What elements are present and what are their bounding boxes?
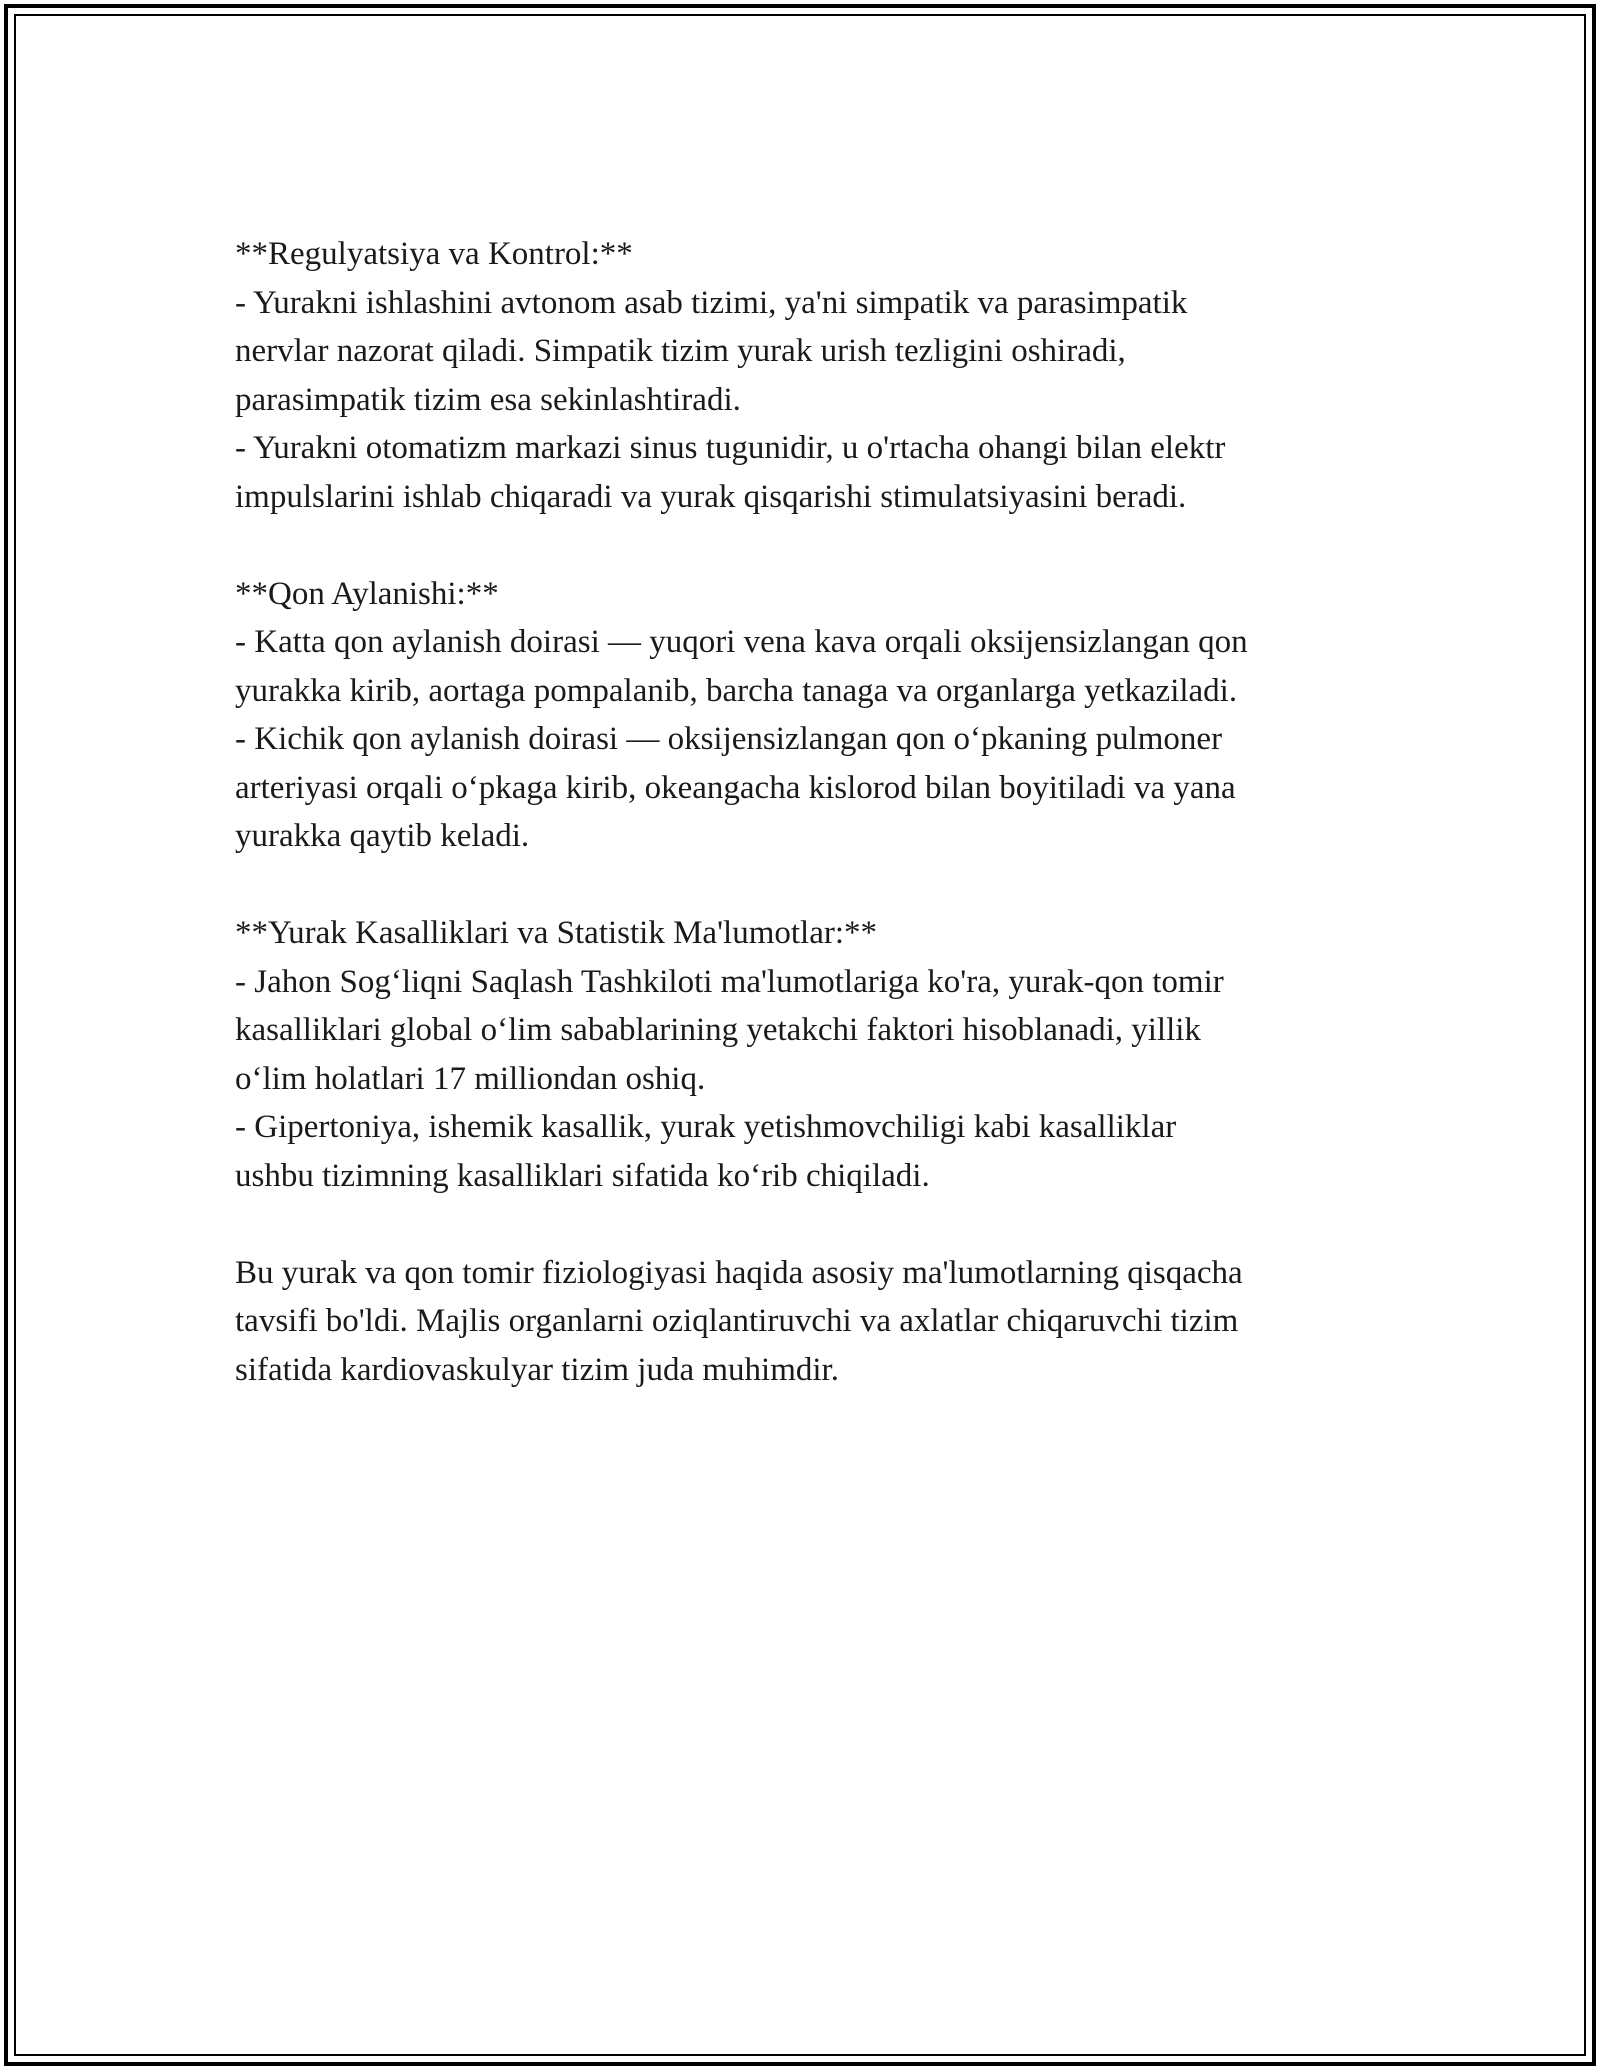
paragraph-line: - Katta qon aylanish doirasi — yuqori vena kava orqali oksijensizlangan qon bbox=[235, 624, 1248, 660]
paragraph-line: arteriyasi orqali o‘pkaga kirib, okeangacha kislorod bilan boyitiladi va yana bbox=[235, 769, 1236, 806]
paragraph-line: parasimpatik tizim esa sekinlashtiradi. bbox=[235, 381, 741, 418]
paragraph-line: ushbu tizimning kasalliklari sifatida ko‘rib chiqiladi. bbox=[235, 1157, 930, 1194]
paragraph-line: - Yurakni otomatizm markazi sinus tugunidir, u o'rtacha ohangi bilan elektr bbox=[235, 430, 1226, 466]
section-regulation bbox=[235, 230, 1395, 521]
section-heading: **Regulyatsiya va Kontrol:** bbox=[235, 236, 633, 272]
section-heading: **Qon Aylanishi:** bbox=[235, 575, 499, 612]
paragraph-line: o‘lim holatlari 17 milliondan oshiq. bbox=[235, 1060, 706, 1097]
paragraph-line: yurakka kirib, aortaga pompalanib, barcha tanaga va organlarga yetkaziladi. bbox=[235, 672, 1238, 709]
paragraph-line: tavsifi bo'ldi. Majlis organlarni oziqlantiruvchi va axlatlar chiqaruvchi tizim bbox=[235, 1303, 1239, 1339]
section-summary bbox=[235, 1249, 1395, 1395]
section-heading: **Yurak Kasalliklari va Statistik Ma'lumotlar:** bbox=[235, 915, 878, 951]
paragraph-line: - Kichik qon aylanish doirasi — oksijensizlangan qon o‘pkaning pulmoner bbox=[235, 721, 1223, 757]
paragraph-line: - Jahon Sog‘liqni Saqlash Tashkiloti ma'lumotlariga ko'ra, yurak-qon tomir bbox=[235, 963, 1224, 1000]
paragraph-line: impulslarini ishlab chiqaradi va yurak qisqarishi stimulatsiyasini beradi. bbox=[235, 478, 1187, 515]
section-circulation bbox=[235, 570, 1395, 861]
paragraph-line: - Yurakni ishlashini avtonom asab tizimi, ya'ni simpatik va parasimpatik bbox=[235, 284, 1188, 321]
paragraph-line: kasalliklari global o‘lim sabablarining yetakchi faktori hisoblanadi, yillik bbox=[235, 1012, 1201, 1048]
paragraph-line: sifatida kardiovaskulyar tizim juda muhimdir. bbox=[235, 1351, 839, 1388]
paragraph-line: Bu yurak va qon tomir fiziologiyasi haqida asosiy ma'lumotlarning qisqacha bbox=[235, 1254, 1243, 1291]
section-diseases bbox=[235, 909, 1395, 1200]
paragraph-line: - Gipertoniya, ishemik kasallik, yurak yetishmovchiligi kabi kasalliklar bbox=[235, 1109, 1177, 1145]
document-body bbox=[235, 230, 1395, 1443]
paragraph-line: nervlar nazorat qiladi. Simpatik tizim yurak urish tezligini oshiradi, bbox=[235, 333, 1126, 369]
paragraph-line: yurakka qaytib keladi. bbox=[235, 818, 530, 854]
